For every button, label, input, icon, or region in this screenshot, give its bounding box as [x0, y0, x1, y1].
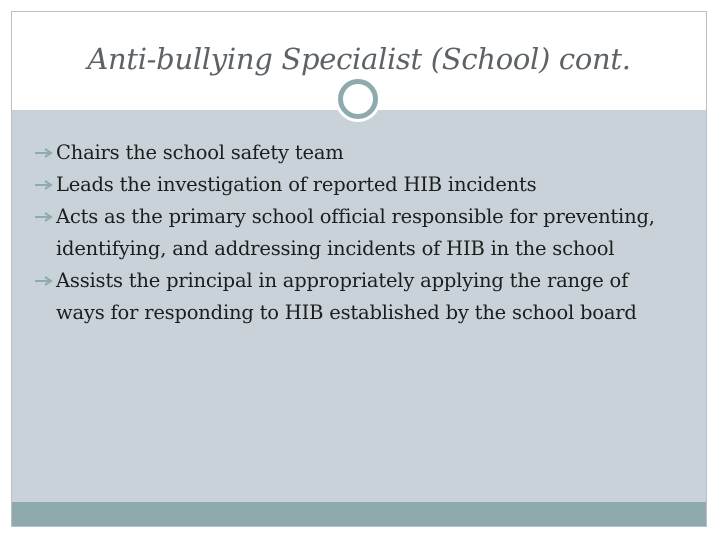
footer-bar [12, 502, 706, 526]
bullet-item-2 [29, 169, 669, 201]
arrow-bullet-icon [34, 137, 56, 169]
bullet-text-4: Assists the principal in appropriately applying the range of ways for responding to HIB established by the school board [56, 269, 637, 324]
arrow-bullet-icon [34, 265, 56, 297]
divider-ring-icon [338, 79, 378, 119]
bullet-item-4 [29, 265, 669, 329]
slide-title: Anti-bullying Specialist (School) cont. [87, 42, 631, 76]
bullet-text-2: Leads the investigation of reported HIB incidents [56, 173, 537, 196]
arrow-bullet-icon [34, 201, 56, 233]
bullet-item-1 [29, 137, 669, 169]
bullet-item-3 [29, 201, 669, 265]
bullet-text-1: Chairs the school safety team [56, 141, 344, 164]
bullet-list [29, 137, 669, 329]
bullet-text-3: Acts as the primary school official responsible for preventing, identifying, and addressing incidents of HIB in the school [56, 205, 655, 260]
arrow-bullet-icon [34, 169, 56, 201]
